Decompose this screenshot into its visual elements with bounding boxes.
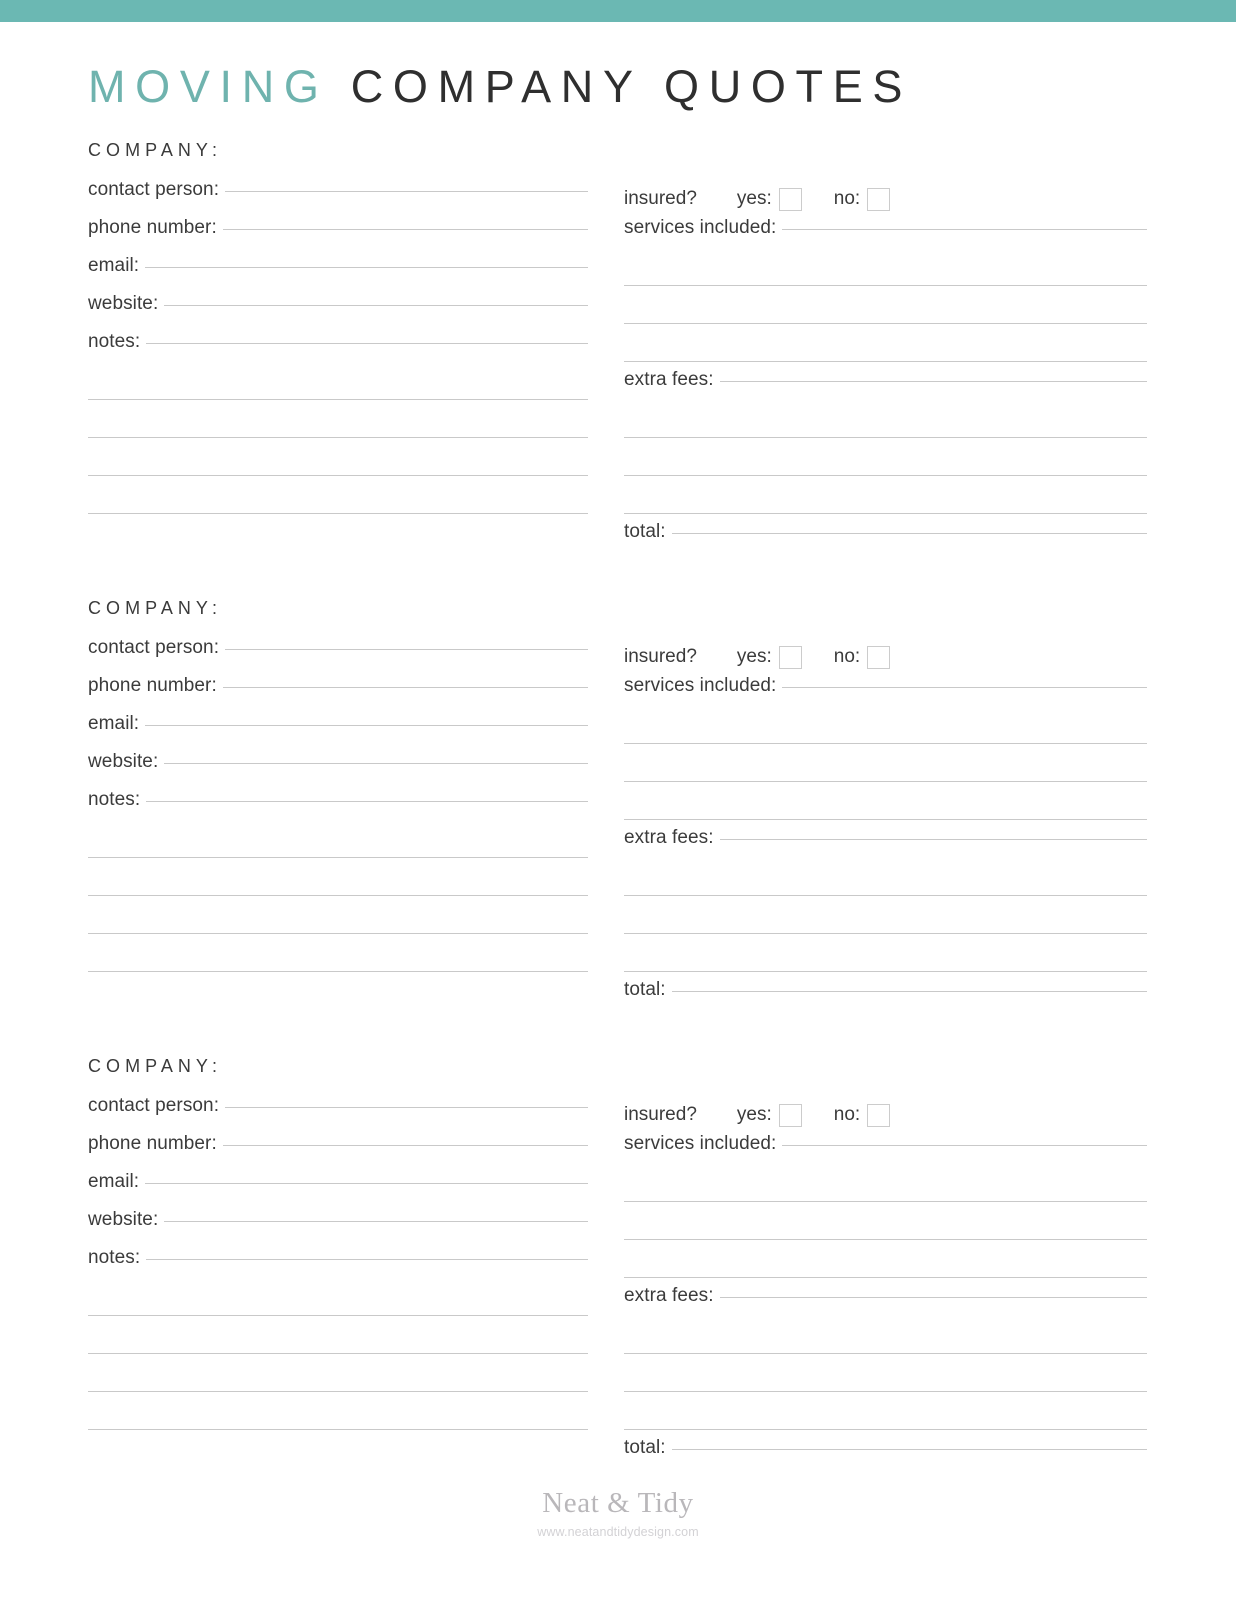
notes-blank-line-2-4[interactable] (88, 942, 588, 980)
notes-blank-line-2-2[interactable] (88, 866, 588, 904)
services-included-write-line-1[interactable] (782, 228, 1147, 230)
insured-yes-option-1[interactable] (737, 188, 802, 211)
extra-fees-field-1[interactable] (624, 370, 1147, 408)
contact-person-field-1[interactable] (88, 180, 588, 218)
email-write-line-2[interactable] (145, 724, 588, 726)
contact-person-write-line-2[interactable] (225, 648, 588, 650)
total-write-line-1[interactable] (672, 532, 1147, 534)
contact-person-label-2: contact person: (88, 637, 220, 658)
insured-yes-option-2[interactable] (737, 646, 802, 669)
phone-number-write-line-1[interactable] (223, 228, 588, 230)
insured-no-label-2: no: (833, 646, 861, 667)
insured-yes-label-3: yes: (736, 1104, 772, 1125)
services-included-write-line-2[interactable] (782, 686, 1147, 688)
extra-fees-write-line-3[interactable] (720, 1296, 1147, 1298)
website-write-line-2[interactable] (164, 762, 588, 764)
email-write-line-1[interactable] (145, 266, 588, 268)
notes-blank-line-1-1[interactable] (88, 370, 588, 408)
insured-yes-checkbox-2[interactable] (779, 646, 802, 669)
contact-person-write-line-3[interactable] (225, 1106, 588, 1108)
phone-number-field-2[interactable] (88, 676, 588, 714)
notes-blank-line-1-4[interactable] (88, 484, 588, 522)
printable-page (0, 22, 1236, 1600)
contact-person-field-2[interactable] (88, 638, 588, 676)
notes-blank-line-3-1[interactable] (88, 1286, 588, 1324)
website-field-1[interactable] (88, 294, 588, 332)
insured-no-checkbox-2[interactable] (867, 646, 890, 669)
insured-label-3: insured? (624, 1104, 697, 1125)
insured-yes-checkbox-1[interactable] (779, 188, 802, 211)
insured-no-label-1: no: (833, 188, 861, 209)
total-write-line-2[interactable] (672, 990, 1147, 992)
notes-label-1: notes: (88, 331, 141, 352)
services-included-blank-line-2-3[interactable] (624, 790, 1147, 828)
contact-person-label-1: contact person: (88, 179, 220, 200)
company-quote-column-2 (624, 638, 1147, 1018)
brand-website: www.neatandtidydesign.com (537, 1524, 699, 1539)
company-details-column-2 (88, 638, 588, 980)
top-accent-bar (0, 0, 1236, 22)
email-field-1[interactable] (88, 256, 588, 294)
email-label-1: email: (88, 255, 140, 276)
company-quote-column-1 (624, 180, 1147, 560)
notes-blank-line-1-2[interactable] (88, 408, 588, 446)
extra-fees-label-3: extra fees: (624, 1285, 714, 1306)
notes-write-line-2[interactable] (146, 800, 588, 802)
phone-number-write-line-3[interactable] (223, 1144, 588, 1146)
phone-number-field-3[interactable] (88, 1134, 588, 1172)
website-label-3: website: (88, 1209, 159, 1230)
notes-field-2[interactable] (88, 790, 588, 828)
extra-fees-blank-line-2-1[interactable] (624, 866, 1147, 904)
email-label-3: email: (88, 1171, 140, 1192)
notes-blank-line-1-3[interactable] (88, 446, 588, 484)
total-label-3: total: (624, 1437, 666, 1458)
insured-yes-label-2: yes: (736, 646, 772, 667)
insured-row-3 (624, 1096, 1147, 1134)
services-included-field-1[interactable] (624, 218, 1147, 256)
notes-label-3: notes: (88, 1247, 141, 1268)
extra-fees-blank-line-2-2[interactable] (624, 904, 1147, 942)
extra-fees-field-3[interactable] (624, 1286, 1147, 1324)
extra-fees-write-line-1[interactable] (720, 380, 1147, 382)
contact-person-field-3[interactable] (88, 1096, 588, 1134)
services-included-blank-line-2-2[interactable] (624, 752, 1147, 790)
company-details-column-1 (88, 180, 588, 522)
website-label-2: website: (88, 751, 159, 772)
services-included-label-1: services included: (624, 217, 777, 238)
email-label-2: email: (88, 713, 140, 734)
insured-no-checkbox-1[interactable] (867, 188, 890, 211)
company-heading-1: COMPANY: (88, 140, 223, 160)
brand-name: Neat & Tidy (542, 1487, 694, 1519)
website-write-line-1[interactable] (164, 304, 588, 306)
company-details-column-3 (88, 1096, 588, 1438)
total-label-2: total: (624, 979, 666, 1000)
email-field-2[interactable] (88, 714, 588, 752)
phone-number-label-1: phone number: (88, 217, 217, 238)
page-title (88, 61, 913, 112)
extra-fees-blank-line-2-3[interactable] (624, 942, 1147, 980)
insured-no-checkbox-3[interactable] (867, 1104, 890, 1127)
insured-label-1: insured? (624, 188, 697, 209)
services-included-field-3[interactable] (624, 1134, 1147, 1172)
services-included-blank-line-1-3[interactable] (624, 332, 1147, 370)
email-write-line-3[interactable] (145, 1182, 588, 1184)
total-write-line-3[interactable] (672, 1448, 1147, 1450)
notes-field-3[interactable] (88, 1248, 588, 1286)
extra-fees-blank-line-3-1[interactable] (624, 1324, 1147, 1362)
total-label-1: total: (624, 521, 666, 542)
services-included-blank-line-1-2[interactable] (624, 294, 1147, 332)
extra-fees-blank-line-1-3[interactable] (624, 484, 1147, 522)
insured-no-option-3[interactable] (834, 1104, 890, 1127)
phone-number-label-3: phone number: (88, 1133, 217, 1154)
insured-yes-option-3[interactable] (737, 1104, 802, 1127)
company-heading-3: COMPANY: (88, 1056, 223, 1076)
extra-fees-blank-line-3-2[interactable] (624, 1362, 1147, 1400)
services-included-label-2: services included: (624, 675, 777, 696)
total-field-1[interactable] (624, 522, 1147, 560)
services-included-label-3: services included: (624, 1133, 777, 1154)
insured-no-option-1[interactable] (834, 188, 890, 211)
insured-label-2: insured? (624, 646, 697, 667)
extra-fees-write-line-2[interactable] (720, 838, 1147, 840)
extra-fees-blank-line-3-3[interactable] (624, 1400, 1147, 1438)
insured-no-label-3: no: (833, 1104, 861, 1125)
insured-yes-checkbox-3[interactable] (779, 1104, 802, 1127)
email-field-3[interactable] (88, 1172, 588, 1210)
insured-no-option-2[interactable] (834, 646, 890, 669)
website-field-3[interactable] (88, 1210, 588, 1248)
company-heading-2: COMPANY: (88, 598, 223, 618)
services-included-field-2[interactable] (624, 676, 1147, 714)
company-quote-column-3 (624, 1096, 1147, 1476)
notes-write-line-3[interactable] (146, 1258, 588, 1260)
insured-row-2 (624, 638, 1147, 676)
notes-blank-line-3-4[interactable] (88, 1400, 588, 1438)
extra-fees-label-2: extra fees: (624, 827, 714, 848)
extra-fees-label-1: extra fees: (624, 369, 714, 390)
website-field-2[interactable] (88, 752, 588, 790)
website-write-line-3[interactable] (164, 1220, 588, 1222)
services-included-blank-line-3-2[interactable] (624, 1210, 1147, 1248)
website-label-1: website: (88, 293, 159, 314)
page-title-accent-word: MOVING (88, 61, 329, 112)
footer (0, 1488, 1236, 1539)
extra-fees-field-2[interactable] (624, 828, 1147, 866)
insured-yes-label-1: yes: (736, 188, 772, 209)
services-included-blank-line-3-1[interactable] (624, 1172, 1147, 1210)
services-included-blank-line-1-1[interactable] (624, 256, 1147, 294)
total-field-3[interactable] (624, 1438, 1147, 1476)
notes-write-line-1[interactable] (146, 342, 588, 344)
notes-field-1[interactable] (88, 332, 588, 370)
phone-number-label-2: phone number: (88, 675, 217, 696)
notes-blank-line-2-3[interactable] (88, 904, 588, 942)
notes-blank-line-3-2[interactable] (88, 1324, 588, 1362)
phone-number-field-1[interactable] (88, 218, 588, 256)
total-field-2[interactable] (624, 980, 1147, 1018)
page-title-main-words: COMPANY QUOTES (350, 61, 913, 112)
notes-blank-line-3-3[interactable] (88, 1362, 588, 1400)
notes-blank-line-2-1[interactable] (88, 828, 588, 866)
phone-number-write-line-2[interactable] (223, 686, 588, 688)
extra-fees-blank-line-1-1[interactable] (624, 408, 1147, 446)
contact-person-label-3: contact person: (88, 1095, 220, 1116)
services-included-blank-line-3-3[interactable] (624, 1248, 1147, 1286)
extra-fees-blank-line-1-2[interactable] (624, 446, 1147, 484)
notes-label-2: notes: (88, 789, 141, 810)
services-included-blank-line-2-1[interactable] (624, 714, 1147, 752)
contact-person-write-line-1[interactable] (225, 190, 588, 192)
services-included-write-line-3[interactable] (782, 1144, 1147, 1146)
insured-row-1 (624, 180, 1147, 218)
